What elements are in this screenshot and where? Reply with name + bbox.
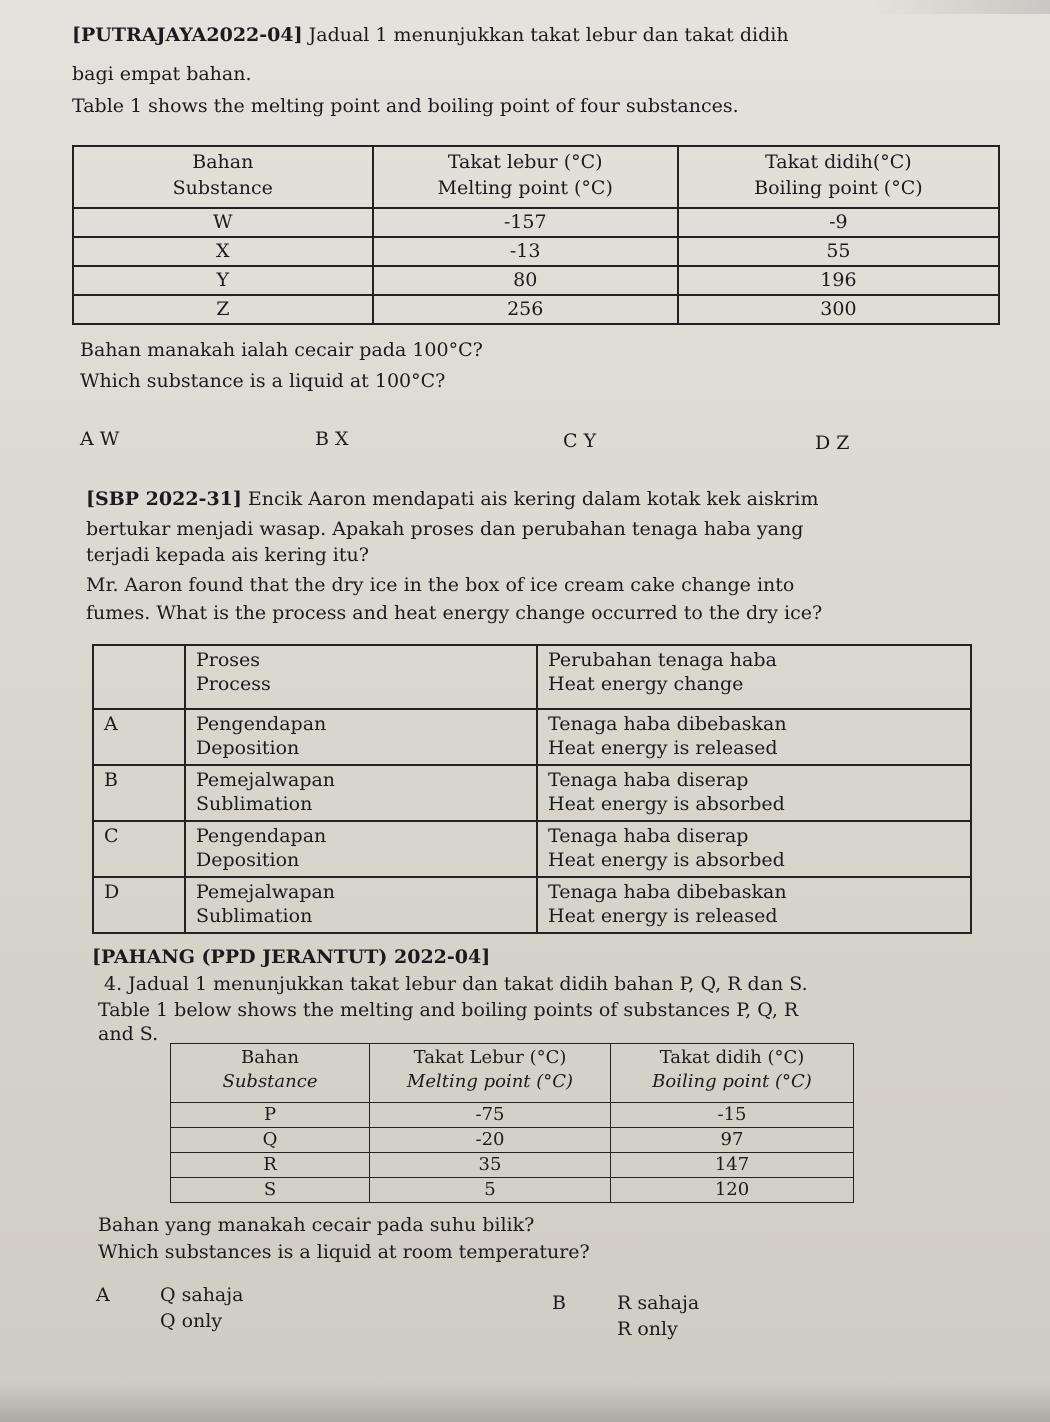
q3-option-b-en[interactable]: R only [617,1318,678,1340]
q3-header-melting: Takat Lebur (°C) Melting point (°C) [370,1044,611,1103]
q3-header-boiling: Takat didih (°C) Boiling point (°C) [611,1044,854,1103]
q2-header-change: Perubahan tenaga haba Heat energy change [537,645,971,709]
change-cell: Tenaga haba dibebaskan Heat energy is released [537,709,971,765]
cell: 55 [678,237,999,266]
q1-intro-line2: bagi empat bahan. [72,63,252,85]
q2-row-d[interactable] [93,877,971,933]
q3-option-a-ms[interactable]: Q sahaja [160,1284,244,1306]
cell: 120 [611,1178,854,1203]
cell: Y [73,266,373,295]
q1-option-a[interactable]: A W [80,428,120,450]
change-cell: Tenaga haba diserap Heat energy is absorbed [537,765,971,821]
cell: -9 [678,208,999,237]
cell: W [73,208,373,237]
q2-intro-text: Encik Aaron mendapati ais kering dalam kotak kek aiskrim [247,488,819,510]
q3-intro-line3: and S. [98,1023,159,1045]
table-row [171,1153,854,1178]
q3-intro-line2: Table 1 below shows the melting and boiling points of substances P, Q, R [98,999,799,1021]
process-cell: Pemejalwapan Sublimation [185,765,537,821]
q2-intro-line4: Mr. Aaron found that the dry ice in the box of ice cream cake change into [86,574,795,596]
process-cell: Pemejalwapan Sublimation [185,877,537,933]
q3-table [170,1043,854,1203]
cell: -15 [611,1103,854,1128]
q2-header-key [93,645,185,709]
q3-tag: [PAHANG (PPD JERANTUT) 2022-04] [92,946,491,968]
q3-option-b-ms[interactable]: R sahaja [617,1292,700,1314]
cell: Q [171,1128,370,1153]
process-cell: Pengendapan Deposition [185,821,537,877]
q1-question-ms: Bahan manakah ialah cecair pada 100°C? [80,339,483,361]
cell: -13 [373,237,678,266]
option-key: B [93,765,185,821]
cell: P [171,1103,370,1128]
q2-intro-line2: bertukar menjadi wasap. Apakah proses dan perubahan tenaga haba yang [86,518,804,540]
table-row [73,295,999,324]
cell: -75 [370,1103,611,1128]
q1-header-boiling: Takat didih(°C) Boiling point (°C) [678,146,999,208]
change-cell: Tenaga haba dibebaskan Heat energy is released [537,877,971,933]
q1-question-en: Which substance is a liquid at 100°C? [80,370,446,392]
q2-intro-line3: terjadi kepada ais kering itu? [86,544,369,566]
q1-option-b[interactable]: B X [315,428,349,450]
table-row [171,1128,854,1153]
page-bottom-shadow [0,1382,1050,1422]
cell: 5 [370,1178,611,1203]
option-key: D [93,877,185,933]
q1-table [72,145,1000,325]
q2-intro-line5: fumes. What is the process and heat energy change occurred to the dry ice? [86,602,823,624]
q1-header-substance: Bahan Substance [73,146,373,208]
q2-table [92,644,972,934]
page-corner-shadow [870,0,1050,14]
cell: X [73,237,373,266]
cell: 35 [370,1153,611,1178]
process-cell: Pengendapan Deposition [185,709,537,765]
q2-tag: [SBP 2022-31] [86,488,242,510]
q1-intro-line3: Table 1 shows the melting point and boiling point of four substances. [72,95,739,117]
cell: S [171,1178,370,1203]
cell: 256 [373,295,678,324]
q2-table-header [93,645,971,709]
q3-option-a-key[interactable]: A [96,1284,110,1306]
cell: R [171,1153,370,1178]
cell: Z [73,295,373,324]
q1-tag: [PUTRAJAYA2022-04] [72,24,303,46]
option-key: A [93,709,185,765]
table-row [73,237,999,266]
table-row [171,1178,854,1203]
q3-header-substance: Bahan Substance [171,1044,370,1103]
table-row [73,208,999,237]
q1-header-melting: Takat lebur (°C) Melting point (°C) [373,146,678,208]
q1-intro-line1 [72,23,789,47]
q2-row-a[interactable] [93,709,971,765]
table-row [73,266,999,295]
q1-option-d[interactable]: D Z [815,432,850,454]
q1-table-header [73,146,999,208]
table-row [171,1103,854,1128]
cell: 80 [373,266,678,295]
q3-table-header [171,1044,854,1103]
q2-row-b[interactable] [93,765,971,821]
q1-intro-text: Jadual 1 menunjukkan takat lebur dan takat didih [308,24,789,46]
q2-row-c[interactable] [93,821,971,877]
q3-intro-line1: 4. Jadual 1 menunjukkan takat lebur dan takat didih bahan P, Q, R dan S. [104,973,808,995]
q3-question-ms: Bahan yang manakah cecair pada suhu bilik? [98,1214,535,1236]
q3-option-a-en[interactable]: Q only [160,1310,223,1332]
q3-option-b-key[interactable]: B [552,1292,566,1314]
q2-header-process: Proses Process [185,645,537,709]
cell: 147 [611,1153,854,1178]
q1-option-c[interactable]: C Y [563,430,597,452]
q3-question-en: Which substances is a liquid at room temperature? [98,1241,590,1263]
cell: -157 [373,208,678,237]
option-key: C [93,821,185,877]
cell: -20 [370,1128,611,1153]
cell: 196 [678,266,999,295]
cell: 300 [678,295,999,324]
change-cell: Tenaga haba diserap Heat energy is absorbed [537,821,971,877]
cell: 97 [611,1128,854,1153]
q2-intro-line1 [86,487,819,511]
